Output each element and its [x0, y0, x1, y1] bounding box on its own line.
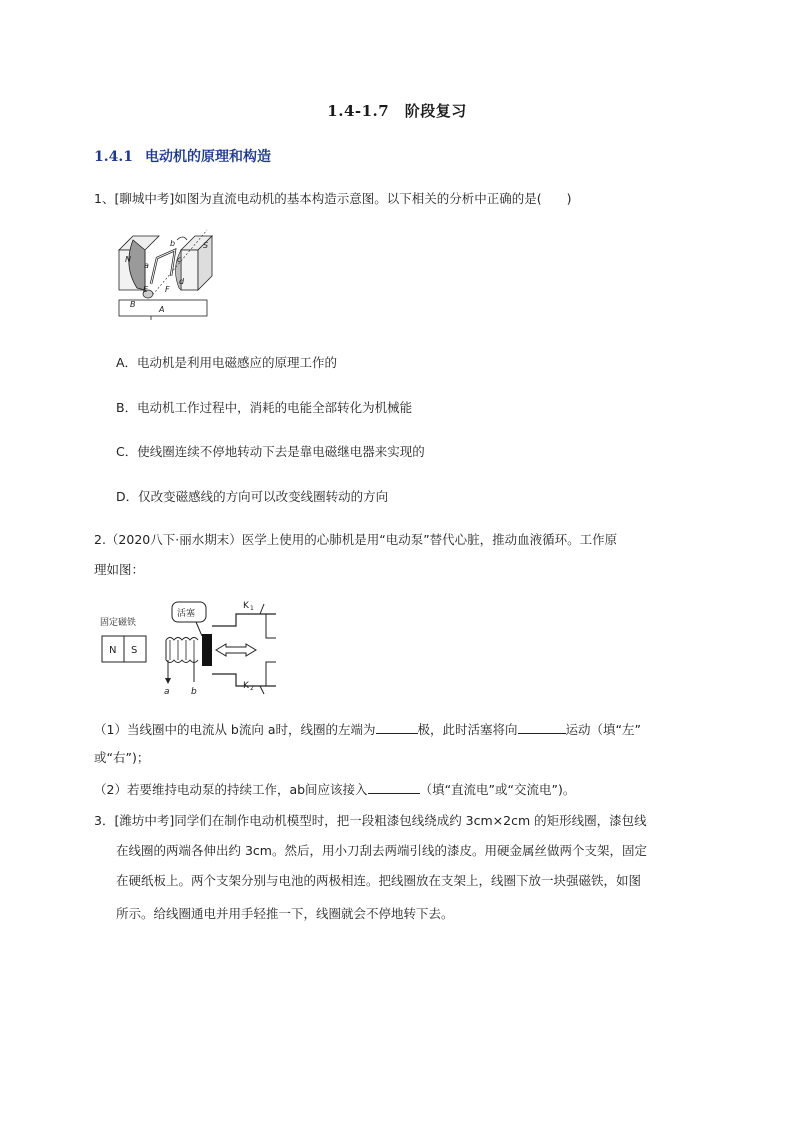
- q3-line3: 在硬纸板上。两个支架分别与电池的两极相连。把线圈放在支架上，线圈下放一块强磁铁，如图: [116, 873, 642, 888]
- motor-structure-figure: [115, 228, 215, 320]
- q2-blank-current-type[interactable]: [368, 779, 420, 794]
- label-s: S: [203, 241, 209, 250]
- label-lead-a: a: [164, 687, 170, 696]
- q2-part1-line2: 或“右”)；: [94, 750, 150, 765]
- q2-part1-text-b: 极，此时活塞将向: [417, 722, 518, 737]
- label-lead-b: b: [191, 687, 197, 696]
- label-n: N: [125, 255, 131, 264]
- label-aa: A: [159, 305, 165, 314]
- label-k1: K: [243, 601, 249, 611]
- q2-stem-line2: 理如图：: [94, 562, 145, 577]
- q2-part1-line1: [94, 719, 641, 739]
- q2-blank-pole[interactable]: [376, 719, 418, 734]
- page-title: 1.4-1.7 阶段复习: [327, 102, 467, 120]
- section-number: 1.4.1: [94, 149, 133, 165]
- q1-option-d[interactable]: D．仅改变磁感线的方向可以改变线圈转动的方向: [116, 489, 389, 504]
- label-a: a: [144, 261, 149, 270]
- q2-part2-text-b: （填“直流电”或“交流电”)。: [419, 782, 576, 797]
- label-k1-subscript: 1: [250, 605, 254, 612]
- label-c: c: [177, 255, 182, 264]
- label-f: F: [165, 285, 170, 294]
- q1-option-c[interactable]: C．使线圈连续不停地转动下去是靠电磁继电器来实现的: [116, 444, 425, 459]
- q2-part2: [94, 779, 575, 799]
- label-b: b: [170, 239, 176, 248]
- q3-line1: 3．[潍坊中考]同学们在制作电动机模型时，把一段粗漆包线绕成约 3cm×2cm 的矩形线圈，漆包线: [94, 813, 647, 828]
- q3-line4: 所示。给线圈通电并用手轻推一下，线圈就会不停地转下去。: [116, 906, 454, 921]
- q2-part1-text-c: 运动（填“左”: [565, 722, 641, 737]
- q1-option-b[interactable]: B．电动机工作过程中，消耗的电能全部转化为机械能: [116, 400, 413, 415]
- label-magnet-n: N: [109, 645, 117, 656]
- label-bb: B: [130, 300, 136, 309]
- q1-option-a[interactable]: A．电动机是利用电磁感应的原理工作的: [116, 355, 338, 370]
- q2-stem-line1: 2.（2020八下·丽水期末）医学上使用的心肺机是用“电动泵”替代心脏，推动血液循环。工作原: [94, 532, 618, 547]
- q1-stem: 1、[聊城中考]如图为直流电动机的基本构造示意图。以下相关的分析中正确的是( ): [94, 191, 572, 206]
- q2-part1-text-a: （1）当线圈中的电流从 b流向 a时，线圈的左端为: [94, 722, 376, 737]
- label-d: d: [179, 277, 185, 286]
- q2-part2-text-a: （2）若要维持电动泵的持续工作，ab间应该接入: [94, 782, 368, 797]
- label-magnet-s: S: [131, 645, 138, 656]
- section-heading: [94, 146, 271, 166]
- label-e: E: [143, 285, 149, 294]
- q3-line2: 在线圈的两端各伸出约 3cm。然后，用小刀刮去两端引线的漆皮。用硬金属丝做两个支架，固定: [116, 843, 647, 858]
- label-k2: K: [243, 681, 249, 691]
- section-title: 电动机的原理和构造: [144, 149, 271, 165]
- heart-lung-pump-figure: [100, 598, 280, 696]
- label-k2-subscript: 2: [250, 685, 254, 692]
- label-fixed-magnet: 固定磁铁: [100, 618, 137, 628]
- label-piston: 活塞: [177, 609, 196, 619]
- q2-blank-direction[interactable]: [518, 719, 566, 734]
